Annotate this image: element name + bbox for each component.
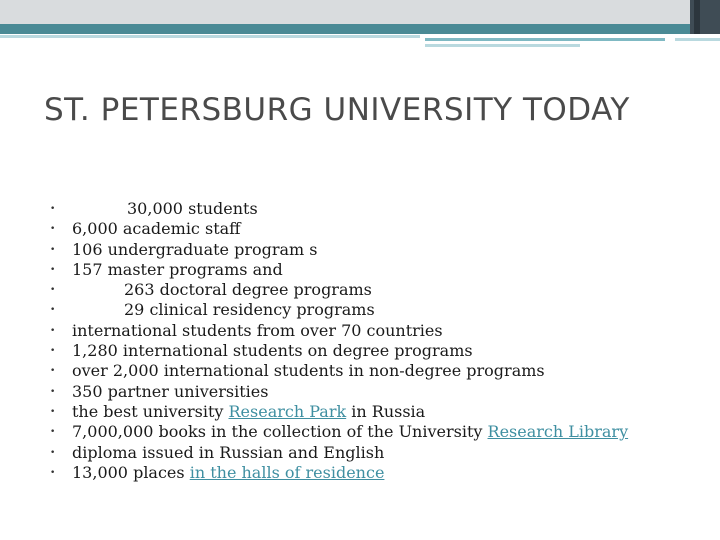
item-text: 29 clinical residency programs bbox=[124, 300, 375, 320]
header-band-gray bbox=[0, 0, 720, 24]
list-item bbox=[50, 280, 628, 300]
slide-title: ST. PETERSBURG UNIVERSITY TODAY bbox=[44, 92, 630, 128]
bullet-icon: • bbox=[50, 264, 56, 275]
item-text: 13,000 places bbox=[72, 462, 190, 482]
list-item bbox=[50, 240, 628, 260]
bullet-icon: • bbox=[50, 386, 56, 397]
research-park-link[interactable]: Research Park bbox=[228, 401, 347, 421]
bullet-list bbox=[50, 199, 628, 483]
list-item bbox=[50, 219, 628, 239]
bullet-icon: • bbox=[50, 447, 56, 458]
item-text: international students from over 70 countries bbox=[72, 320, 443, 340]
bullet-icon: • bbox=[50, 224, 56, 235]
bullet-icon: • bbox=[50, 244, 56, 255]
item-text: 106 undergraduate program s bbox=[72, 239, 318, 259]
list-item bbox=[50, 300, 628, 320]
bullet-icon: • bbox=[50, 467, 56, 478]
item-text: 263 doctoral degree programs bbox=[124, 280, 372, 300]
list-item bbox=[50, 382, 628, 402]
header-band-dark-accent bbox=[694, 0, 700, 34]
header-band-teal bbox=[0, 24, 720, 34]
list-item bbox=[50, 321, 628, 341]
bullet-icon: • bbox=[50, 325, 56, 336]
header-rule-3 bbox=[425, 44, 580, 47]
item-text: 1,280 international students on degree programs bbox=[72, 341, 473, 361]
item-text: 7,000,000 books in the collection of the University bbox=[72, 422, 488, 442]
research-library-link[interactable]: Research Library bbox=[487, 422, 629, 442]
header-rule-2 bbox=[425, 38, 665, 41]
halls-of-residence-link[interactable]: in the halls of residence bbox=[189, 462, 385, 482]
bullet-icon: • bbox=[50, 204, 56, 214]
item-text-suffix: in Russia bbox=[346, 401, 426, 421]
item-text: over 2,000 international students in non-degree programs bbox=[72, 361, 545, 381]
item-text: the best university bbox=[72, 401, 229, 421]
list-item bbox=[50, 422, 628, 442]
list-item bbox=[50, 199, 628, 219]
bullet-icon: • bbox=[50, 366, 56, 377]
header-rule-1 bbox=[0, 35, 420, 38]
item-text: 157 master programs and bbox=[72, 259, 283, 279]
list-item bbox=[50, 341, 628, 361]
bullet-icon: • bbox=[50, 285, 56, 296]
list-item bbox=[50, 463, 628, 483]
item-text: diploma issued in Russian and English bbox=[72, 442, 385, 462]
list-item bbox=[50, 443, 628, 463]
bullet-icon: • bbox=[50, 427, 56, 438]
header-rule-4 bbox=[675, 38, 720, 41]
bullet-icon: • bbox=[50, 406, 56, 417]
item-text: 6,000 academic staff bbox=[72, 219, 241, 239]
item-text: 350 partner universities bbox=[72, 381, 269, 401]
bullet-icon: • bbox=[50, 305, 56, 316]
list-item bbox=[50, 361, 628, 381]
item-text: 30,000 students bbox=[127, 199, 258, 218]
list-item bbox=[50, 260, 628, 280]
list-item bbox=[50, 402, 628, 422]
bullet-icon: • bbox=[50, 346, 56, 357]
